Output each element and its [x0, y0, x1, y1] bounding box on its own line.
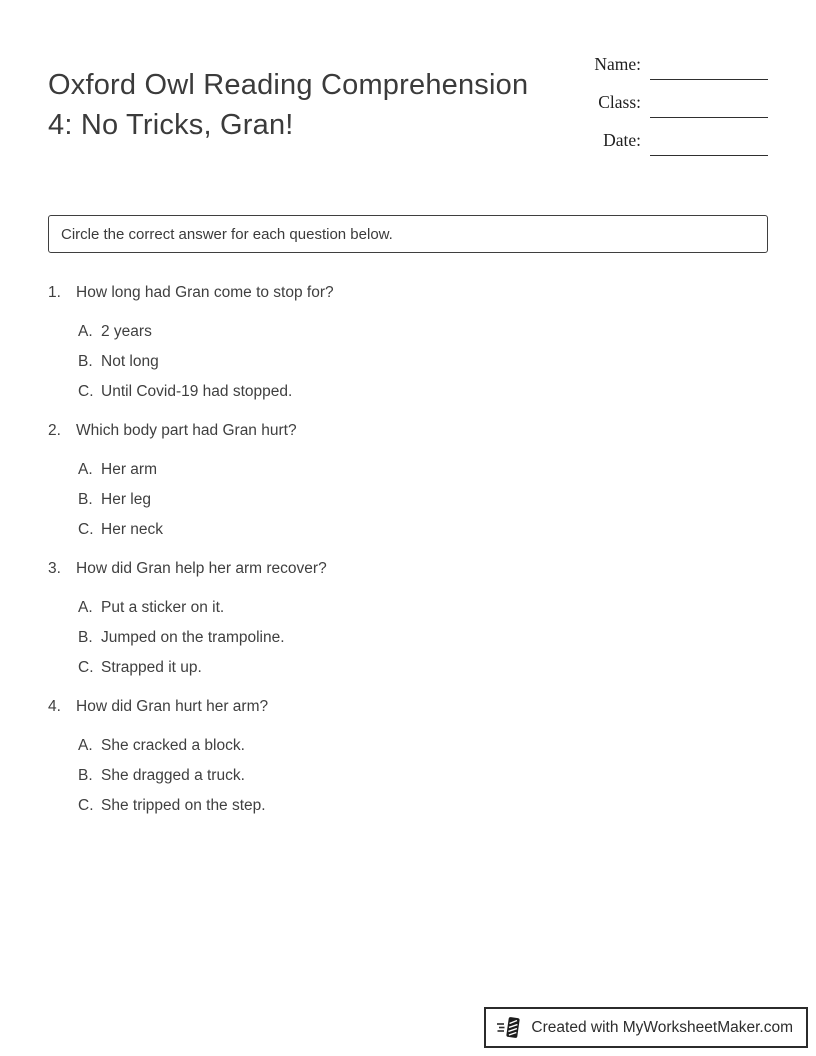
date-label: Date:	[603, 130, 641, 150]
question-text: How did Gran help her arm recover?	[76, 560, 327, 577]
option-list	[48, 598, 768, 678]
option-text: Until Covid-19 had stopped.	[101, 383, 293, 400]
option-letter: B.	[78, 491, 93, 508]
option-text: She tripped on the step.	[101, 797, 266, 814]
question-text-row	[48, 283, 768, 303]
option-letter: A.	[78, 461, 93, 478]
option-letter: C.	[78, 383, 94, 400]
question-text-row	[48, 421, 768, 441]
class-field-row	[579, 80, 768, 118]
option-c	[78, 520, 768, 540]
page-title: Oxford Owl Reading Comprehension 4: No Tricks, Gran!	[48, 69, 529, 142]
option-letter: B.	[78, 629, 93, 646]
instruction-text: Circle the correct answer for each question below.	[61, 225, 393, 243]
name-label: Name:	[594, 54, 641, 74]
option-b	[78, 628, 768, 648]
option-text: She dragged a truck.	[101, 767, 245, 784]
option-b	[78, 766, 768, 786]
option-letter: C.	[78, 659, 94, 676]
option-a	[78, 736, 768, 756]
option-letter: C.	[78, 521, 94, 538]
option-a	[78, 598, 768, 618]
name-field-row	[579, 42, 768, 80]
question-1	[48, 283, 768, 402]
question-4	[48, 697, 768, 816]
option-text: Her neck	[101, 521, 164, 538]
worksheet-maker-credit-link[interactable]	[484, 1007, 808, 1048]
option-text: She cracked a block.	[101, 737, 245, 754]
question-number: 2.	[48, 422, 61, 439]
option-letter: A.	[78, 737, 93, 754]
option-letter: B.	[78, 767, 93, 784]
option-a	[78, 322, 768, 342]
option-text: 2 years	[101, 323, 152, 340]
option-text: Not long	[101, 353, 159, 370]
question-text: How did Gran hurt her arm?	[76, 698, 269, 715]
question-text-row	[48, 559, 768, 579]
flying-worksheet-icon	[496, 1014, 523, 1041]
date-field-row	[579, 118, 768, 156]
option-text: Jumped on the trampoline.	[101, 629, 285, 646]
option-c	[78, 382, 768, 402]
date-blank-line	[650, 155, 768, 156]
option-c	[78, 658, 768, 678]
option-list	[48, 736, 768, 816]
option-text: Put a sticker on it.	[101, 599, 225, 616]
question-text: How long had Gran come to stop for?	[76, 284, 334, 301]
option-c	[78, 796, 768, 816]
option-letter: C.	[78, 797, 94, 814]
option-b	[78, 490, 768, 510]
option-text: Strapped it up.	[101, 659, 202, 676]
question-text: Which body part had Gran hurt?	[76, 422, 297, 439]
question-text-row	[48, 697, 768, 717]
question-3	[48, 559, 768, 678]
option-a	[78, 460, 768, 480]
option-text: Her leg	[101, 491, 151, 508]
class-label: Class:	[598, 92, 641, 112]
student-info-block	[579, 42, 768, 156]
option-letter: A.	[78, 323, 93, 340]
option-letter: A.	[78, 599, 93, 616]
question-number: 4.	[48, 698, 61, 715]
question-2	[48, 421, 768, 540]
footer-credit-text: Created with MyWorksheetMaker.com	[531, 1018, 793, 1036]
option-text: Her arm	[101, 461, 157, 478]
option-b	[78, 352, 768, 372]
class-blank-line	[650, 117, 768, 118]
question-number: 3.	[48, 560, 61, 577]
question-list	[48, 283, 768, 835]
option-letter: B.	[78, 353, 93, 370]
option-list	[48, 460, 768, 540]
option-list	[48, 322, 768, 402]
name-blank-line	[650, 79, 768, 80]
question-number: 1.	[48, 284, 61, 301]
instruction-box	[48, 215, 768, 253]
